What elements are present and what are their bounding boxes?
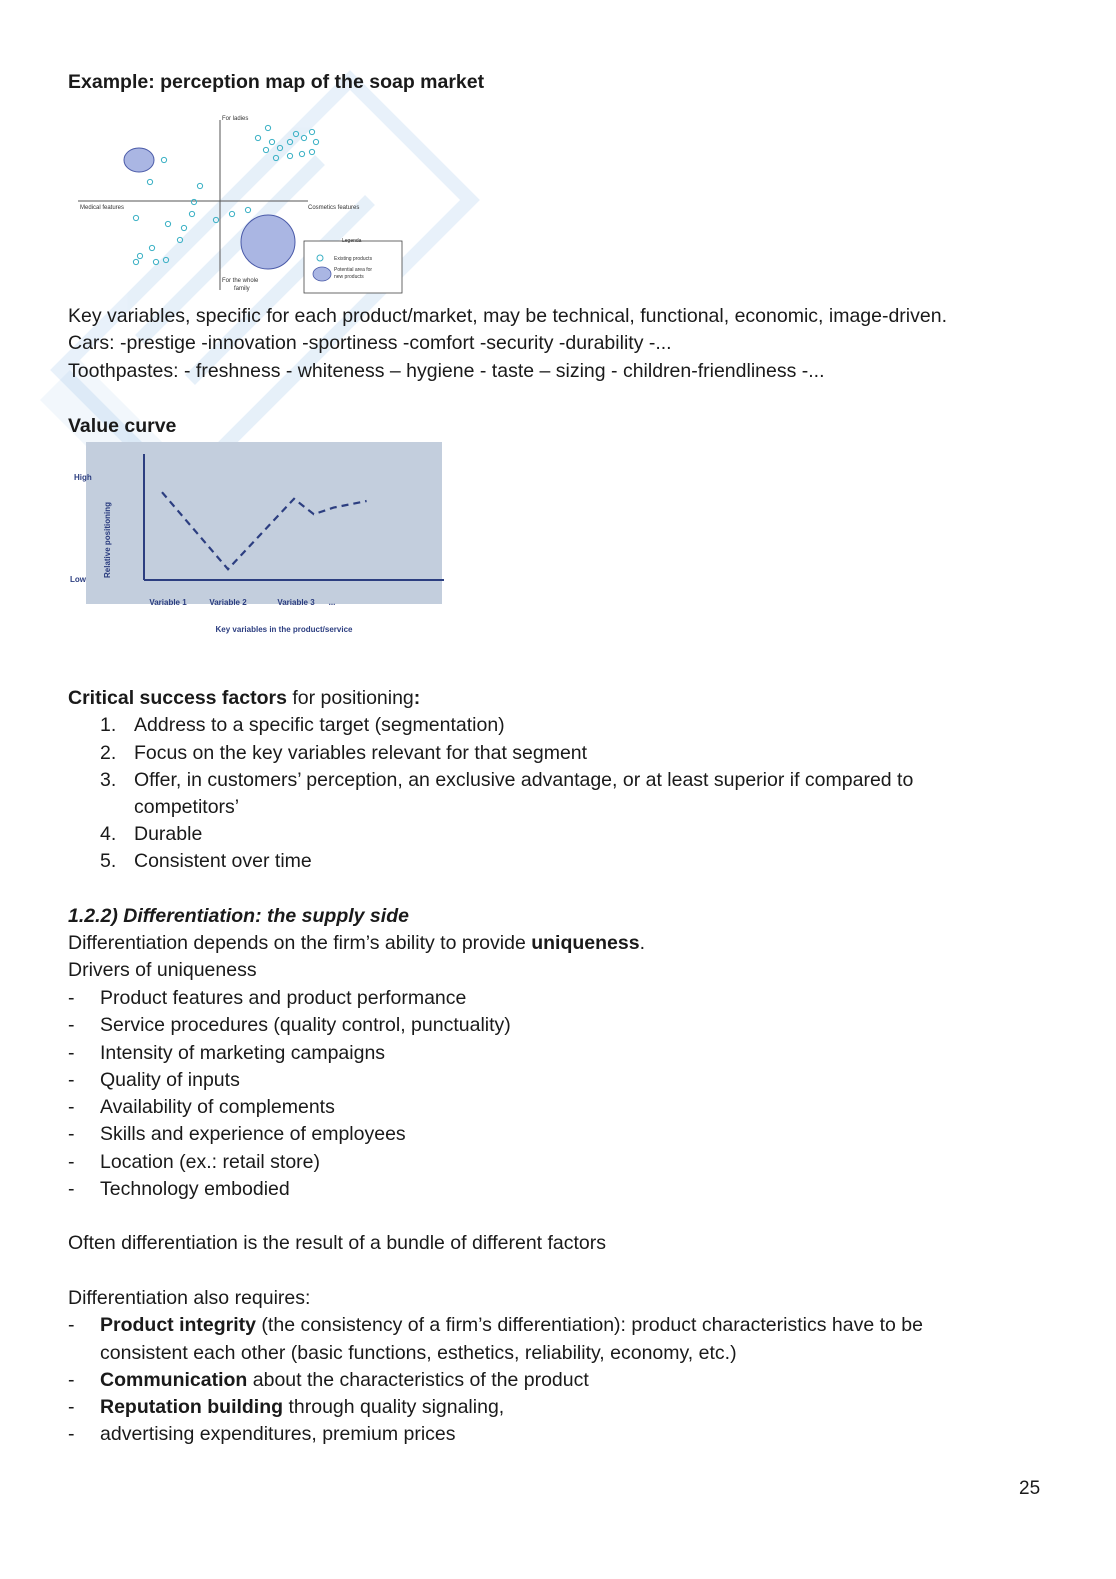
existing-product-dot — [273, 155, 278, 160]
cars-variables-line: Cars: -prestige -innovation -sportiness -comfort -security -durability -... — [68, 332, 672, 354]
csf-item: 2. Focus on the key variables relevant for that segment — [100, 742, 588, 764]
csf-item-continuation: competitors’ — [134, 796, 240, 818]
existing-product-dot — [137, 253, 142, 258]
csf-item: 1. Address to a specific target (segmentation) — [100, 714, 505, 736]
requirement-continuation: consistent each other (basic functions, esthetics, reliability, economy, etc.) — [100, 1342, 737, 1364]
driver-item: - Product features and product performance — [68, 987, 467, 1009]
existing-product-dot — [265, 125, 270, 130]
existing-product-dot — [181, 225, 186, 230]
uniqueness-intro: Differentiation depends on the firm’s ability to provide uniqueness. — [68, 932, 645, 954]
existing-product-dot — [153, 259, 158, 264]
csf-item: 5. Consistent over time — [100, 850, 312, 872]
existing-product-dot — [197, 183, 202, 188]
existing-product-dot — [133, 215, 138, 220]
existing-product-dot — [293, 131, 298, 136]
requirement-item: - Reputation building through quality signaling, — [68, 1396, 505, 1418]
chart-x-tick-label: Variable 2 — [209, 598, 247, 607]
existing-product-dot — [299, 151, 304, 156]
existing-product-dot — [147, 179, 152, 184]
value-curve-heading: Value curve — [68, 415, 177, 437]
existing-product-dot — [149, 245, 154, 250]
existing-product-dot — [213, 217, 218, 222]
bundle-sentence: Often differentiation is the result of a bundle of different factors — [68, 1232, 607, 1254]
chart-x-tick-label: Variable 3 — [277, 598, 315, 607]
legend-potential-label-2: new products — [334, 274, 364, 280]
driver-item: - Skills and experience of employees — [68, 1123, 406, 1145]
map-right-label: Cosmetics features — [308, 205, 360, 211]
legend-existing-label: Existing products — [334, 256, 373, 262]
perception-map-figure — [76, 112, 416, 298]
existing-product-dot — [269, 139, 274, 144]
existing-product-dot — [245, 207, 250, 212]
existing-product-dot — [165, 221, 170, 226]
perception-map-heading: Example: perception map of the soap market — [68, 71, 485, 93]
existing-product-dot — [177, 237, 182, 242]
page-number: 25 — [1019, 1478, 1041, 1499]
existing-product-dot — [163, 257, 168, 262]
driver-item: - Location (ex.: retail store) — [68, 1151, 321, 1173]
existing-product-dot — [229, 211, 234, 216]
existing-product-dot — [255, 135, 260, 140]
key-variables-line: Key variables, specific for each product/market, may be technical, functional, economic, image-driven. — [68, 305, 947, 327]
existing-product-dot — [277, 145, 282, 150]
driver-item: - Technology embodied — [68, 1178, 290, 1200]
map-bottom-label-2: family — [234, 286, 250, 292]
csf-item: 3. Offer, in customers’ perception, an exclusive advantage, or at least superior if compared to — [100, 769, 914, 791]
map-potential-area-bubble — [124, 148, 154, 172]
csf-heading — [68, 686, 420, 710]
chart-x-tick-label: Variable 1 — [149, 598, 187, 607]
requires-title: Differentiation also requires: — [68, 1287, 311, 1309]
existing-product-dot — [191, 199, 196, 204]
map-left-label: Medical features — [80, 205, 125, 211]
csf-heading-colon: : — [413, 687, 421, 709]
driver-item: - Service procedures (quality control, punctuality) — [68, 1014, 511, 1036]
map-legend-title: Legenda — [342, 238, 362, 244]
legend-potential-label-1: Potential area for — [334, 267, 373, 273]
chart-x-tick-label: ... — [328, 598, 336, 607]
csf-heading-rest: for positioning — [286, 687, 414, 709]
existing-product-dot — [287, 139, 292, 144]
existing-product-dot — [313, 139, 318, 144]
toothpastes-variables-line: Toothpastes: - freshness - whiteness – hygiene - taste – sizing - children-friendliness -... — [68, 360, 825, 382]
chart-x-axis-title: Key variables in the product/service — [215, 625, 353, 634]
value-curve-chart — [64, 438, 449, 643]
existing-product-dot — [287, 153, 292, 158]
driver-item: - Availability of complements — [68, 1096, 335, 1118]
chart-y-axis-title: Relative positioning — [103, 501, 112, 578]
requirement-item: - Product integrity (the consistency of a firm’s differentiation): product characteristics have to be — [68, 1314, 923, 1336]
existing-product-dot — [301, 135, 306, 140]
existing-product-dot — [189, 211, 194, 216]
existing-product-dot — [309, 149, 314, 154]
csf-item: 4. Durable — [100, 823, 203, 845]
chart-y-low-label: Low — [70, 575, 86, 584]
driver-item: - Intensity of marketing campaigns — [68, 1042, 386, 1064]
driver-item: - Quality of inputs — [68, 1069, 240, 1091]
section-heading: 1.2.2) Differentiation: the supply side — [68, 905, 409, 927]
existing-product-dot — [263, 147, 268, 152]
map-potential-area-bubble — [241, 215, 295, 269]
existing-product-dot — [161, 157, 166, 162]
existing-product-dot — [133, 259, 138, 264]
map-top-label: For ladies — [222, 116, 249, 122]
existing-product-dot — [309, 129, 314, 134]
csf-heading-bold: Critical success factors — [68, 687, 287, 709]
map-bottom-label-1: For the whole — [222, 278, 259, 284]
requirement-item: - advertising expenditures, premium prices — [68, 1423, 456, 1445]
legend-potential-bubble — [313, 267, 331, 281]
drivers-title: Drivers of uniqueness — [68, 959, 257, 981]
chart-y-high-label: High — [74, 473, 92, 482]
chart-x-tick-labels — [149, 598, 335, 607]
requirement-item: - Communication about the characteristics of the product — [68, 1369, 589, 1391]
